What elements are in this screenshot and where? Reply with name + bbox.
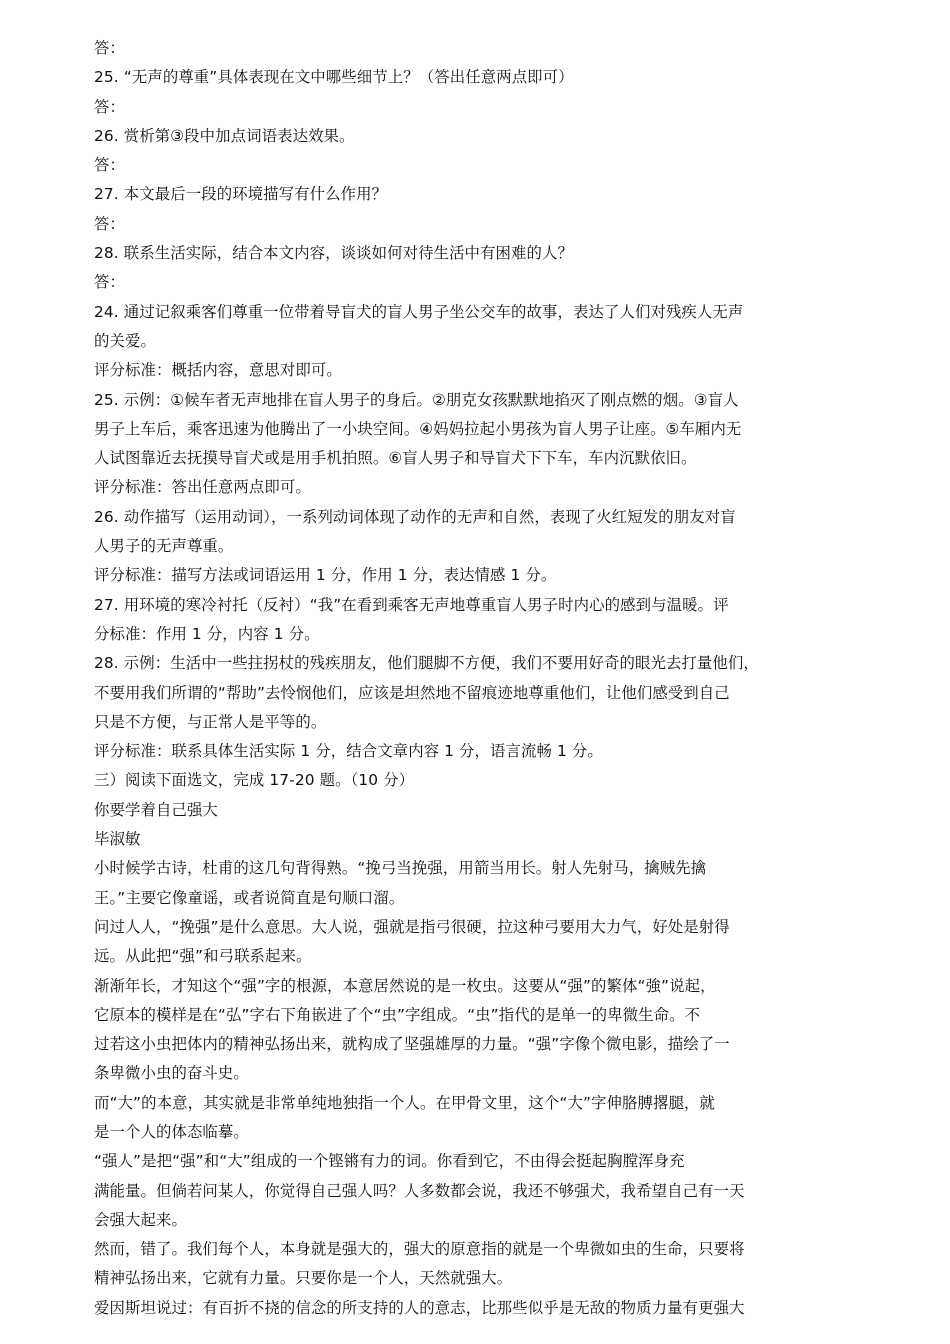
key-24-line: 24. 通过记叙乘客们尊重一位带着导盲犬的盲人男子坐公交车的故事，表达了人们对残疾人无声 bbox=[94, 302, 744, 321]
key-27-line: 分标准：作用 1 分，内容 1 分。 bbox=[94, 624, 320, 643]
key-26-line: 人男子的无声尊重。 bbox=[94, 537, 234, 556]
scoring-26: 评分标准：描写方法或词语运用 1 分，作用 1 分，表达情感 1 分。 bbox=[94, 566, 557, 585]
key-28-line: 只是不方便，与正常人是平等的。 bbox=[94, 712, 327, 731]
article-paragraph-line: 而“大”的本意，其实就是非常单纯地独指一个人。在甲骨文里，这个“大”字伸胳膊撂腿，就 bbox=[94, 1093, 715, 1112]
article-paragraph-line: 渐渐年长，才知这个“强”字的根源，本意居然说的是一枚虫。这要从“强”的繁体“強”说起， bbox=[94, 976, 716, 995]
article-author: 毕淑敏 bbox=[94, 830, 141, 849]
section-heading: 三）阅读下面选文，完成 17-20 题。（10 分） bbox=[94, 771, 415, 790]
key-24-line: 的关爱。 bbox=[94, 331, 156, 350]
question-28: 28. 联系生活实际，结合本文内容，谈谈如何对待生活中有困难的人？ bbox=[94, 244, 573, 263]
question-27: 27. 本文最后一段的环境描写有什么作用？ bbox=[94, 185, 388, 204]
scoring-25: 评分标准：答出任意两点即可。 bbox=[94, 478, 311, 497]
article-paragraph-line: 满能量。但倘若问某人，你觉得自己强人吗？人多数都会说，我还不够强犬，我希望自己有一天 bbox=[94, 1181, 745, 1200]
article-paragraph-line: 条卑微小虫的奋斗史。 bbox=[94, 1064, 249, 1083]
article-paragraph-line: 它原本的模样是在“弘”字右下角嵌进了个“虫”字组成。“虫”指代的是单一的卑微生命。不 bbox=[94, 1005, 701, 1024]
answer-line: 答： bbox=[94, 156, 125, 175]
question-25: 25. “无声的尊重”具体表现在文中哪些细节上？（答出任意两点即可） bbox=[94, 68, 574, 87]
question-26: 26. 赏析第③段中加点词语表达效果。 bbox=[94, 126, 355, 145]
article-paragraph-line: 王。”主要它像童谣，或者说简直是句顺口溜。 bbox=[94, 888, 405, 907]
article-paragraph-line: 是一个人的体态临摹。 bbox=[94, 1122, 249, 1141]
article-paragraph-line: 爱因斯坦说过：有百折不挠的信念的所支持的人的意志，比那些似乎是无敌的物质力量有更强大 bbox=[94, 1298, 745, 1317]
article-paragraph-line: 过若这小虫把体内的精神弘扬出来，就构成了坚强雄厚的力量。“强”字像个微电影，描绘了一 bbox=[94, 1035, 730, 1054]
article-paragraph-line: “强人”是把“强”和“大”组成的一个铿锵有力的词。你看到它，不由得会挺起胸膛浑身充 bbox=[94, 1152, 685, 1171]
answer-line: 答： bbox=[94, 39, 125, 57]
article-paragraph-line: 然而，错了。我们每个人，本身就是强大的，强大的原意指的就是一个卑微如虫的生命，只要将 bbox=[94, 1240, 745, 1259]
key-28-line: 不要用我们所谓的“帮助”去怜悯他们，应该是坦然地不留痕迹地尊重他们，让他们感受到自己 bbox=[94, 683, 730, 702]
answer-line: 答： bbox=[94, 97, 125, 116]
article-paragraph-line: 小时候学古诗，杜甫的这几句背得熟。“挽弓当挽强，用箭当用长。射人先射马，擒贼先擒 bbox=[94, 859, 707, 878]
key-26-line: 26. 动作描写（运用动词），一系列动词体现了动作的无声和自然，表现了火红短发的朋友对盲 bbox=[94, 507, 736, 526]
scoring-28: 评分标准：联系具体生活实际 1 分，结合文章内容 1 分，语言流畅 1 分。 bbox=[94, 742, 603, 761]
article-paragraph-line: 问过人人，“挽强”是什么意思。大人说，强就是指弓很硬，拉这种弓要用大力气，好处是射得 bbox=[94, 917, 730, 936]
key-28-line: 28. 示例：生活中一些拄拐杖的残疾朋友，他们腿脚不方便，我们不要用好奇的眼光去打量他们， bbox=[94, 654, 759, 673]
article-paragraph-line: 远。从此把“强”和弓联系起来。 bbox=[94, 947, 312, 966]
article-paragraph-line: 精神弘扬出来，它就有力量。只要你是一个人，天然就强大。 bbox=[94, 1269, 513, 1288]
key-27-line: 27. 用环境的寒冷衬托（反衬）“我”在看到乘客无声地尊重盲人男子时内心的感到与温暖。评 bbox=[94, 595, 729, 614]
key-25-line: 男子上车后，乘客迅速为他腾出了一小块空间。④妈妈拉起小男孩为盲人男子让座。⑤车厢内无 bbox=[94, 419, 742, 438]
key-25-line: 人试图靠近去抚摸导盲犬或是用手机拍照。⑥盲人男子和导盲犬下下车，车内沉默依旧。 bbox=[94, 449, 697, 468]
scoring-24: 评分标准：概括内容，意思对即可。 bbox=[94, 361, 342, 380]
article-title: 你要学着自己强大 bbox=[94, 800, 218, 819]
article-paragraph-line: 会强大起来。 bbox=[94, 1210, 187, 1229]
answer-line: 答： bbox=[94, 273, 125, 292]
answer-line: 答： bbox=[94, 214, 125, 233]
key-25-line: 25. 示例：①候车者无声地排在盲人男子的身后。②朋克女孩默默地掐灭了刚点燃的烟。③盲人 bbox=[94, 390, 739, 409]
document-page bbox=[94, 34, 866, 1323]
